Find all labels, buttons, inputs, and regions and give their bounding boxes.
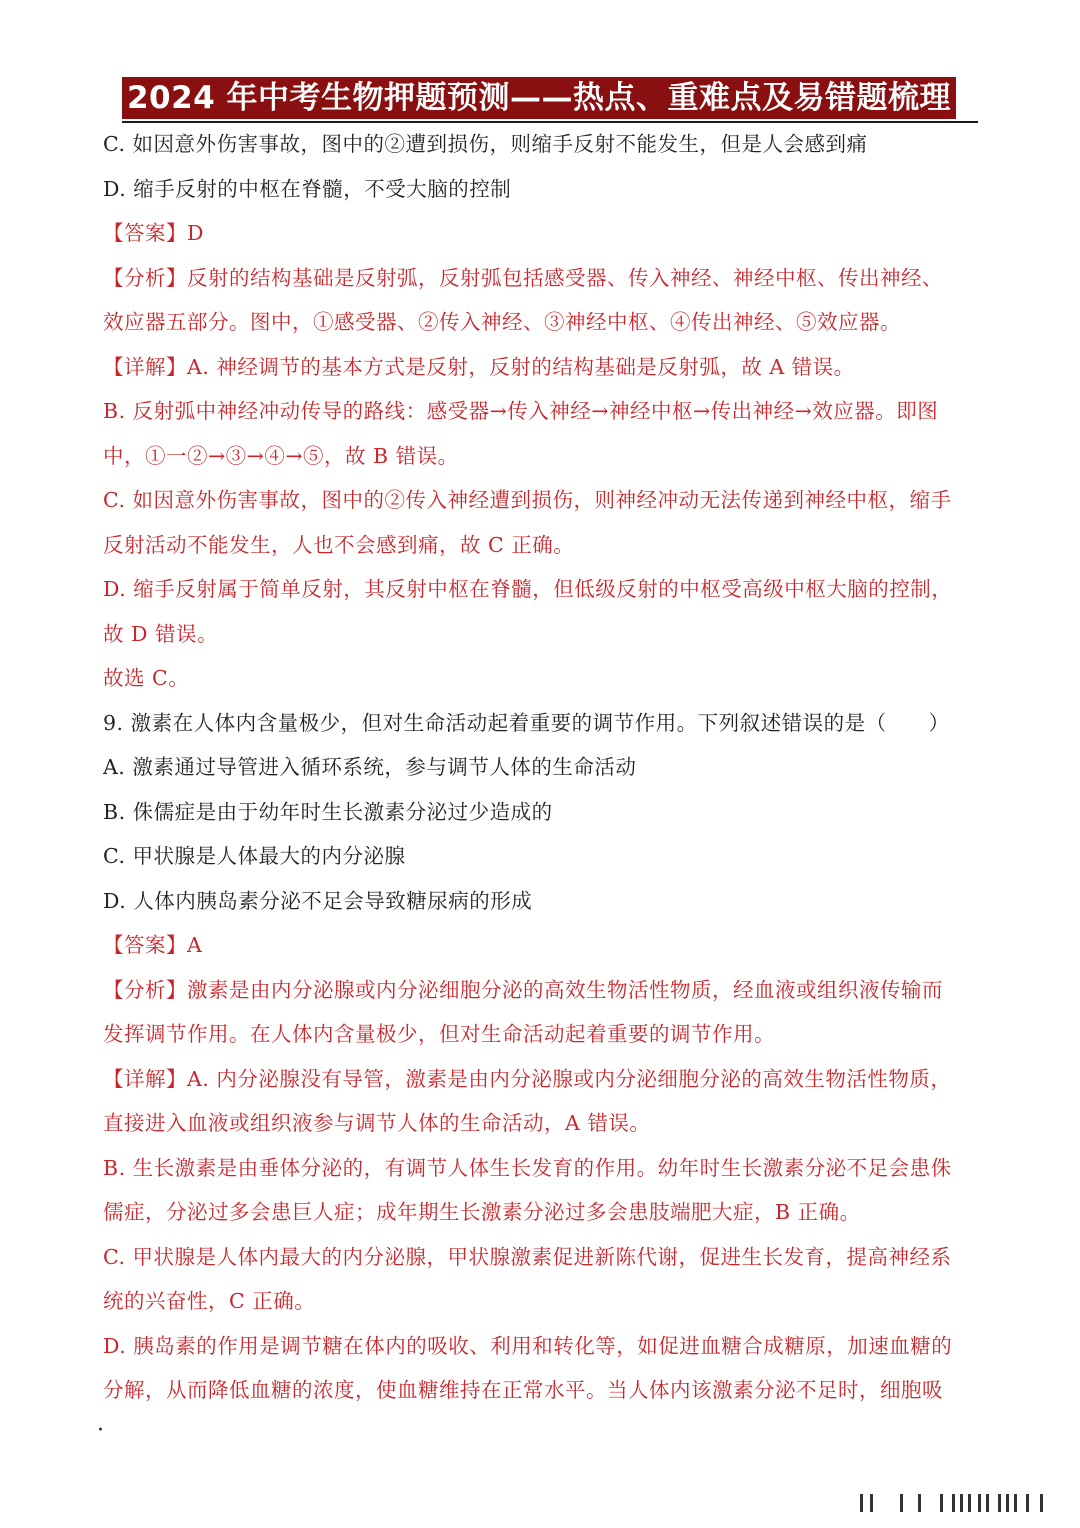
q9-detail-b2: 儒症，分泌过多会患巨人症；成年期生长激素分泌过多会患肢端肥大症，B 正确。 [103, 1200, 861, 1224]
q8-detail-d1: D. 缩手反射属于简单反射，其反射中枢在脊髓，但低级反射的中枢受高级中枢大脑的控制， [103, 577, 953, 601]
q8-analysis-2: 效应器五部分。图中，①感受器、②传入神经、③神经中枢、④传出神经、⑤效应器。 [103, 310, 901, 334]
trailing-dot: · [97, 1418, 104, 1443]
q9-detail-d1: D. 胰岛素的作用是调节糖在体内的吸收、利用和转化等，如促进血糖合成糖原，加速血糖的 [103, 1333, 953, 1358]
q8-detail-c2: 反射活动不能发生，人也不会感到痛，故 C 正确。 [103, 532, 575, 557]
detail-text: A. 神经调节的基本方式是反射，反射的结构基础是反射弧，故 A 错误。 [187, 354, 855, 379]
q9-stem: 9. 激素在人体内含量极少，但对生命活动起着重要的调节作用。下列叙述错误的是（ ） [103, 710, 950, 735]
document-body [103, 122, 983, 1413]
detail-tag: 【详解】 [103, 1066, 187, 1091]
detail-text: A. 内分泌腺没有导管，激素是由内分泌腺或内分泌细胞分泌的高效生物活性物质， [187, 1066, 952, 1091]
q9-option-a: A. 激素通过导管进入循环系统，参与调节人体的生命活动 [103, 755, 637, 779]
detail-tag: 【详解】 [103, 354, 187, 379]
q8-detail-d2: 故 D 错误。 [103, 621, 218, 646]
q8-detail-c1: C. 如因意外伤害事故，图中的②传入神经遭到损伤，则神经冲动无法传递到神经中枢，缩手 [103, 488, 952, 512]
q9-analysis-2: 发挥调节作用。在人体内含量极少，但对生命活动起着重要的调节作用。 [103, 1022, 775, 1046]
q8-detail-a [103, 345, 983, 390]
analysis-tag: 【分析】 [103, 977, 187, 1002]
analysis-tag: 【分析】 [103, 265, 187, 290]
q8-option-d: D. 缩手反射的中枢在脊髓，不受大脑的控制 [103, 176, 512, 201]
q8-option-c: C. 如因意外伤害事故，图中的②遭到损伤，则缩手反射不能发生，但是人会感到痛 [103, 132, 868, 156]
q9-detail-a1 [103, 1057, 983, 1102]
q8-detail-b1: B. 反射弧中神经冲动传导的路线：感受器→传入神经→神经中枢→传出神经→效应器。即图 [103, 399, 939, 423]
q9-detail-c2: 统的兴奋性，C 正确。 [103, 1289, 316, 1313]
q9-option-d: D. 人体内胰岛素分泌不足会导致糖尿病的形成 [103, 888, 533, 913]
watermark-bars [860, 1494, 1060, 1512]
q9-answer: 【答案】A [103, 933, 203, 957]
q8-conclusion: 故选 C。 [103, 666, 190, 690]
q9-analysis-1 [103, 968, 983, 1013]
q9-detail-c1: C. 甲状腺是人体内最大的内分泌腺，甲状腺激素促进新陈代谢，促进生长发育，提高神经系 [103, 1244, 952, 1269]
q9-detail-b1: B. 生长激素是由垂体分泌的，有调节人体生长发育的作用。幼年时生长激素分泌不足会患侏 [103, 1155, 952, 1180]
q9-option-c: C. 甲状腺是人体最大的内分泌腺 [103, 844, 406, 868]
page-header [122, 77, 978, 123]
q8-answer: 【答案】D [103, 221, 204, 245]
q8-analysis-1 [103, 256, 983, 301]
q8-detail-b2: 中，①一②→③→④→⑤，故 B 错误。 [103, 443, 459, 468]
analysis-text: 激素是由内分泌腺或内分泌细胞分泌的高效生物活性物质，经血液或组织液传输而 [187, 977, 943, 1002]
q9-detail-d2: 分解，从而降低血糖的浓度，使血糖维持在正常水平。当人体内该激素分泌不足时，细胞吸 [103, 1378, 943, 1402]
q9-detail-a2: 直接进入血液或组织液参与调节人体的生命活动，A 错误。 [103, 1111, 651, 1135]
page-title: 2024 年中考生物押题预测——热点、重难点及易错题梳理 [122, 77, 956, 119]
q9-option-b: B. 侏儒症是由于幼年时生长激素分泌过少造成的 [103, 799, 553, 824]
analysis-text: 反射的结构基础是反射弧，反射弧包括感受器、传入神经、神经中枢、传出神经、 [187, 265, 943, 290]
